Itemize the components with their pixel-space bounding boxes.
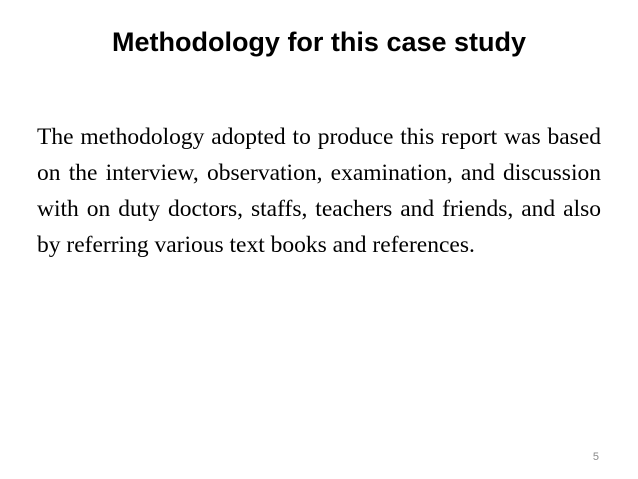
slide-body-text: The methodology adopted to produce this report was based on the interview, observation, examination, and discussion with on duty doctors, staffs, teachers and friends, and also by referring various text books and references.	[37, 124, 601, 258]
slide-title: Methodology for this case study	[111, 27, 527, 57]
slide-number: 5	[592, 451, 599, 463]
